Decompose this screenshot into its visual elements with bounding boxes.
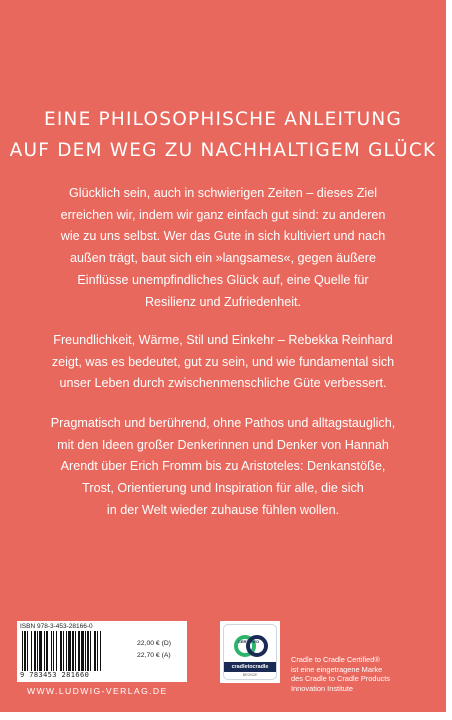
- blurb-line: Trost, Orientierung und Inspiration für alle, die sich: [82, 481, 364, 496]
- c2c-certified-label: CERTIFIED: [238, 639, 260, 644]
- c2c-note-line: Cradle to Cradle Certified®: [291, 655, 380, 664]
- c2c-note-line: ist eine eingetragene Marke: [291, 664, 383, 674]
- blurb-line: erreichen wir, indem wir ganz einfach gut sind: zu anderen: [60, 207, 386, 222]
- barcode-icon: [20, 631, 130, 671]
- blurb-line: außen trägt, baut sich ein »langsames«, gegen äußere: [70, 251, 376, 266]
- blurb-paragraph-2: [0, 330, 446, 395]
- blurb-line: unser Leben durch zwischenmenschliche Güte verbessert.: [59, 376, 387, 391]
- publisher-website: WWW.LUDWIG-VERLAG.DE: [27, 686, 168, 696]
- blurb-line: wie zu uns selbst. Wer das Gute in sich kultiviert und nach: [60, 229, 386, 244]
- blurb-line: Arendt über Erich Fromm bis zu Aristoteles: Denkanstöße,: [60, 459, 386, 474]
- blurb-line: Glücklich sein, auch in schwierigen Zeiten – dieses Ziel: [69, 186, 377, 200]
- headline: [0, 104, 446, 166]
- blurb-paragraph-1: [0, 183, 446, 313]
- c2c-wordmark: cradletocradle: [224, 662, 276, 672]
- c2c-level-label: BRONZE: [242, 673, 258, 677]
- blurb-line: Resilienz und Zufriedenheit.: [144, 294, 302, 309]
- blurb-line: Freundlichkeit, Wärme, Stil und Einkehr – Rebekka Reinhard: [53, 333, 393, 347]
- blurb-line: zeigt, was es bedeutet, gut zu sein, und wie fundamental sich: [51, 354, 395, 369]
- barcode-panel: [17, 621, 187, 682]
- c2c-trademark-note: [291, 655, 390, 693]
- cradle-to-cradle-logo-icon: [233, 629, 269, 663]
- blurb-line: mit den Ideen großer Denkerinnen und Denker von Hannah: [57, 437, 389, 452]
- blurb-paragraph-3: [0, 413, 446, 522]
- c2c-note-line: des Cradle to Cradle Products: [291, 674, 391, 684]
- blurb-line: Pragmatisch und berührend, ohne Pathos und alltagstauglich,: [50, 416, 396, 430]
- c2c-note-line: Innovation Institute: [291, 683, 354, 693]
- c2c-badge-frame: [223, 624, 277, 680]
- blurb-line: in der Welt wieder zuhause fühlen wollen.: [106, 502, 340, 517]
- cradle-to-cradle-badge: [220, 621, 280, 683]
- headline-line: EINE PHILOSOPHISCHE ANLEITUNG: [43, 109, 403, 130]
- barcode-digits: 9 783453 281660: [20, 671, 90, 679]
- blurb-line: Einflüsse unempfindliches Glück auf, eine Quelle für: [77, 272, 369, 287]
- price-austria: 22,70 € (A): [137, 652, 171, 659]
- headline-line: AUF DEM WEG ZU NACHHALTIGEM GLÜCK: [9, 140, 437, 161]
- isbn-label: ISBN 978-3-453-28166-0: [20, 623, 93, 630]
- price-germany: 22,00 € (D): [137, 640, 172, 647]
